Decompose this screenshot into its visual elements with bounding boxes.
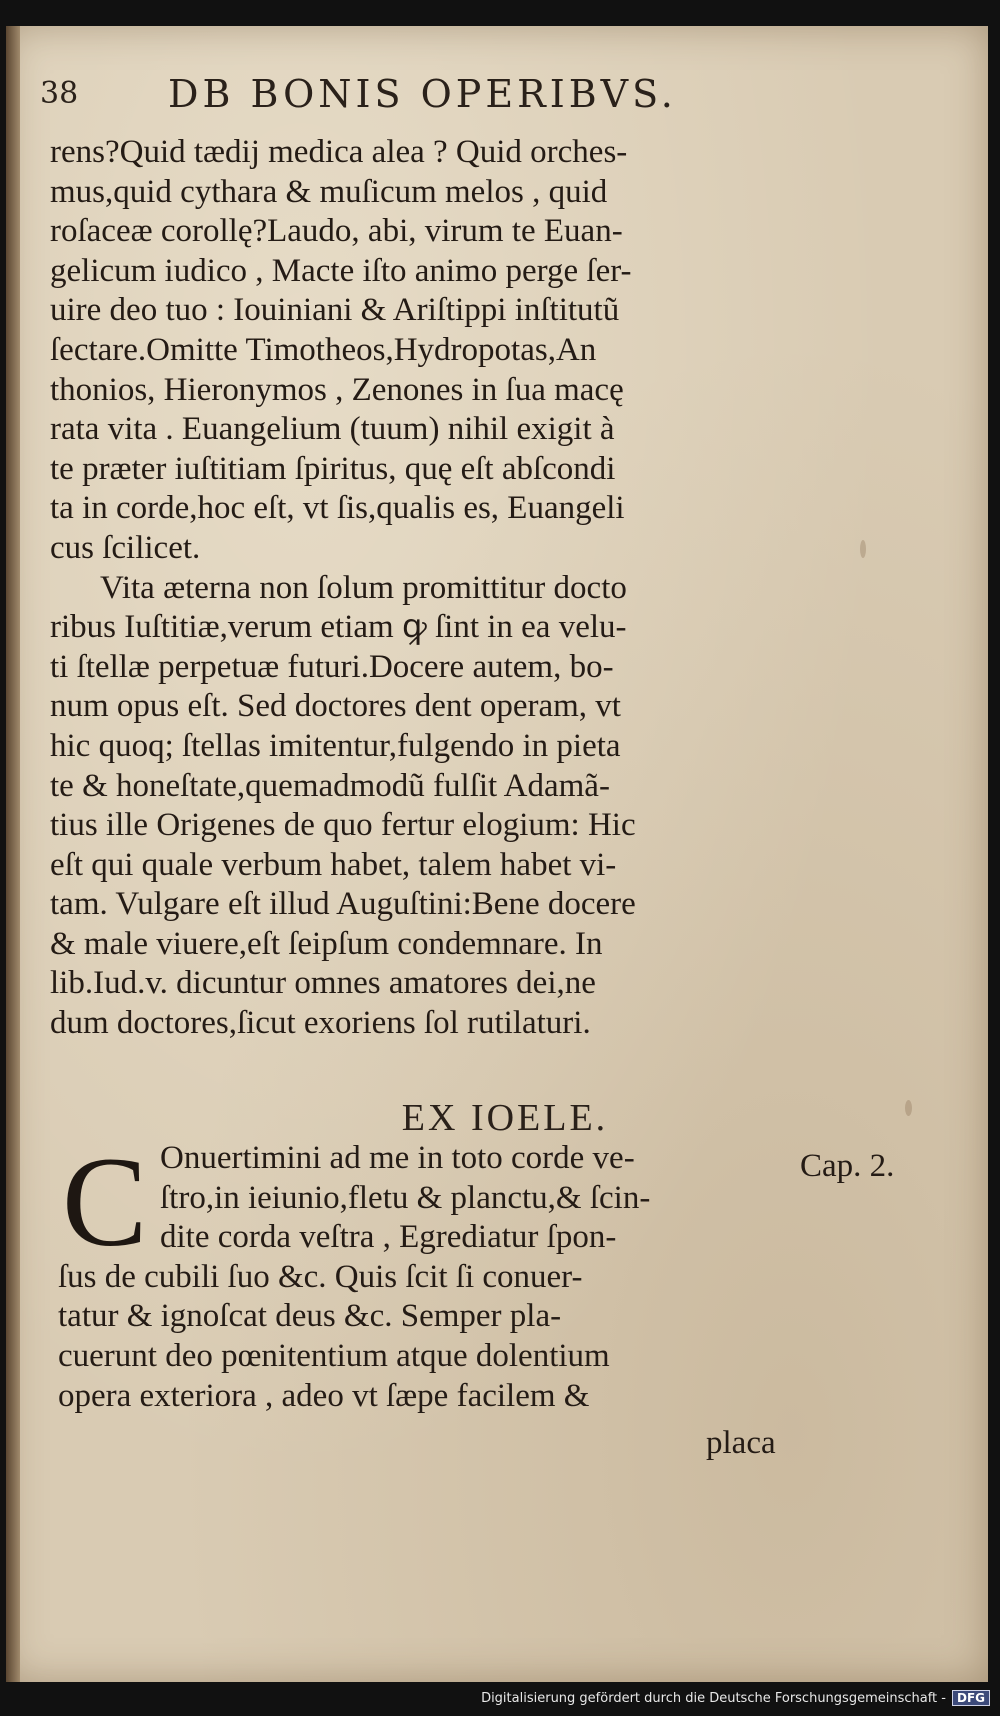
text-line: ribus Iuſtitiæ,verum etiam ꝙ ſint in ea velu- [50,609,627,646]
text-line: ti ſtellæ perpetuæ futuri.Docere autem, bo- [50,648,614,685]
text-line: mus,quid cythara & muſicum melos , quid [50,173,608,210]
text-line: te præter iuſtitiam ſpiritus, quę eſt abſcondi [50,450,616,487]
main-text [50,133,800,1044]
text-line: rata vita . Euangelium (tuum) nihil exigit à [50,411,615,448]
text-line: gelicum iudico , Macte iſto animo perge ſer- [50,252,632,289]
text-line: ſtro,in ieiunio,fletu & planctu,& ſcin- [160,1179,651,1216]
page-binding-edge [6,26,20,1682]
text-line: tam. Vulgare eſt illud Auguſtini:Bene docere [50,886,636,923]
digitization-credit [0,1690,990,1712]
section-title: EX IOELE. [401,1097,609,1139]
text-line: & male viuere,eſt ſeipſum condemnare. In [50,925,603,962]
section-text [58,1131,798,1415]
page-number: 38 [40,76,79,111]
text-line: dite corda veſtra , Egrediatur ſpon- [160,1219,617,1256]
marginal-note: Cap. 2. [800,1148,895,1184]
text-line: roſaceæ corollę?Laudo, abi, virum te Euan- [50,213,623,250]
paragraph-first-line: Vita æterna non ſolum promittitur docto [100,569,627,606]
text-line: lib.Iud.v. dicuntur omnes amatores dei,ne [50,965,596,1002]
running-head [40,60,740,130]
drop-cap: C [62,1131,148,1273]
text-line: tius ille Origenes de quo fertur elogium: Hic [50,807,636,844]
text-line: te & honeſtate,quemadmodũ fulſit Adamã- [50,767,610,804]
text-line: ſus de cubili ſuo &c. Quis ſcit ſi conuer- [58,1258,583,1295]
text-line: uire deo tuo : Iouiniani & Ariſtippi inſtitutũ [50,292,620,329]
text-line: num opus eſt. Sed doctores dent operam, vt [50,688,621,725]
text-line: rens?Quid tædij medica alea ? Quid orches- [50,134,628,170]
text-line: eſt qui quale verbum habet, talem habet vi- [50,846,617,883]
text-line: tatur & ignoſcat deus &c. Semper pla- [58,1298,562,1335]
text-line: Onuertimini ad me in toto corde ve- [160,1140,635,1176]
text-line: opera exteriora , adeo vt ſæpe facilem & [58,1377,590,1414]
text-line: cus ſcilicet. [50,529,201,566]
dfg-logo: DFG [952,1690,990,1706]
text-line: ſectare.Omitte Timotheos,Hydropotas,An [50,331,597,368]
text-line: cuerunt deo pœnitentium atque dolentium [58,1337,610,1374]
running-title: DB BONIS OPERIBVS. [168,72,677,116]
text-line: hic quoq; ſtellas imitentur,fulgendo in pieta [50,727,621,764]
text-line: dum doctores,ſicut exoriens ſol rutilaturi. [50,1005,591,1042]
text-line: thonios, Hieronymos , Zenones in ſua macę [50,371,624,408]
credit-text: Digitalisierung gefördert durch die Deutsche Forschungsgemeinschaft - [481,1691,946,1706]
text-line: ta in corde,hoc eſt, vt ſis,qualis es, Euangeli [50,490,625,527]
catchword: placa [706,1425,776,1461]
paper-blemish [860,540,866,558]
